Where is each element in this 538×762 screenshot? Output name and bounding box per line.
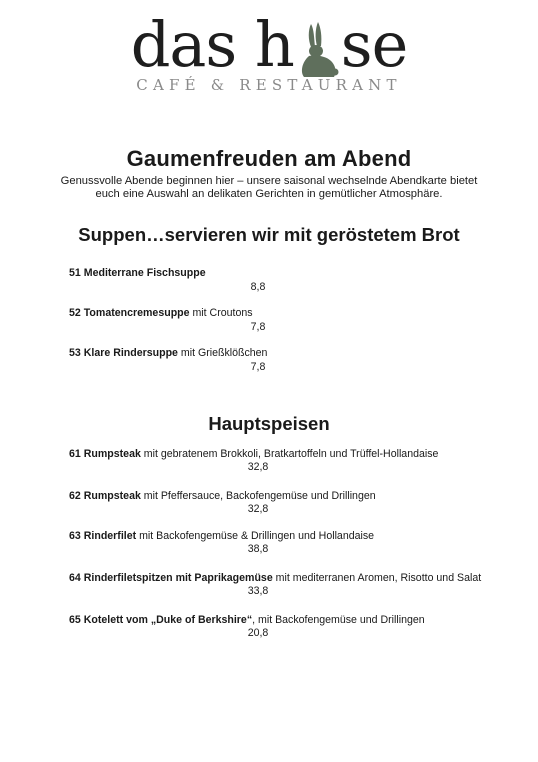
- item-name: Rumpsteak: [83, 490, 141, 502]
- logo-subtitle: CAFÉ & RESTAURANT: [136, 76, 402, 94]
- item-name: Klare Rindersuppe: [83, 347, 178, 359]
- menu-item: [69, 530, 529, 556]
- item-price: 20,8: [247, 627, 269, 639]
- item-number: 53: [69, 347, 81, 359]
- item-price: 32,8: [247, 461, 269, 473]
- item-description: mit gebratenem Brokkoli, Bratkartoffeln und Trüffel-Hollandaise: [140, 448, 439, 460]
- page-title: Gaumenfreuden am Abend: [126, 146, 412, 171]
- item-price: 7,8: [250, 361, 266, 373]
- item-price: 8,8: [250, 281, 266, 293]
- item-number: 61: [69, 448, 81, 460]
- menu-item: [69, 267, 529, 294]
- mains-heading: Hauptspeisen: [208, 413, 330, 434]
- item-number: 65: [69, 614, 81, 626]
- item-description: mit Croutons: [189, 307, 253, 319]
- item-description: , mit Backofengemüse und Drillingen: [252, 614, 425, 626]
- intro-text: Genussvolle Abende beginnen hier – unsere saisonal wechselnde Abendkarte bietet euch eine Auswahl an delikaten Gerichten in gemütlicher Atmosphäre.: [60, 175, 478, 200]
- hare-icon: [294, 20, 340, 78]
- logo-word-left: das h: [130, 8, 294, 81]
- item-description: mit Grießklößchen: [177, 347, 268, 359]
- menu-item: [69, 614, 529, 640]
- item-description: mit Pfeffersauce, Backofengemüse und Drillingen: [140, 490, 376, 502]
- item-name: Mediterrane Fischsuppe: [83, 267, 206, 279]
- restaurant-logo: [0, 8, 538, 94]
- item-number: 52: [69, 307, 81, 319]
- item-name: Rinderfilet: [83, 530, 137, 542]
- item-description: mit mediterranen Aromen, Risotto und Salat: [272, 572, 482, 584]
- logo-wordmark: [130, 8, 408, 81]
- item-price: 32,8: [247, 503, 269, 515]
- item-description: mit Backofengemüse & Drillingen und Hollandaise: [136, 530, 375, 542]
- item-number: 51: [69, 267, 81, 279]
- menu-item: [69, 490, 529, 516]
- menu-item: [69, 572, 529, 598]
- item-price: 38,8: [247, 543, 269, 555]
- item-number: 63: [69, 530, 81, 542]
- item-number: 62: [69, 490, 81, 502]
- item-number: 64: [69, 572, 81, 584]
- menu-item: [69, 307, 529, 334]
- item-name: Kotelett vom „Duke of Berkshire“: [83, 614, 253, 626]
- menu-item: [69, 448, 529, 474]
- item-name: Rumpsteak: [83, 448, 141, 460]
- soups-heading: Suppen…servieren wir mit geröstetem Brot: [78, 224, 460, 245]
- item-name: Rinderfiletspitzen mit Paprikagemüse: [83, 572, 273, 584]
- item-price: 33,8: [247, 585, 269, 597]
- item-name: Tomatencremesuppe: [83, 307, 190, 319]
- logo-word-right: se: [340, 8, 408, 81]
- menu-item: [69, 347, 529, 374]
- item-price: 7,8: [250, 321, 266, 333]
